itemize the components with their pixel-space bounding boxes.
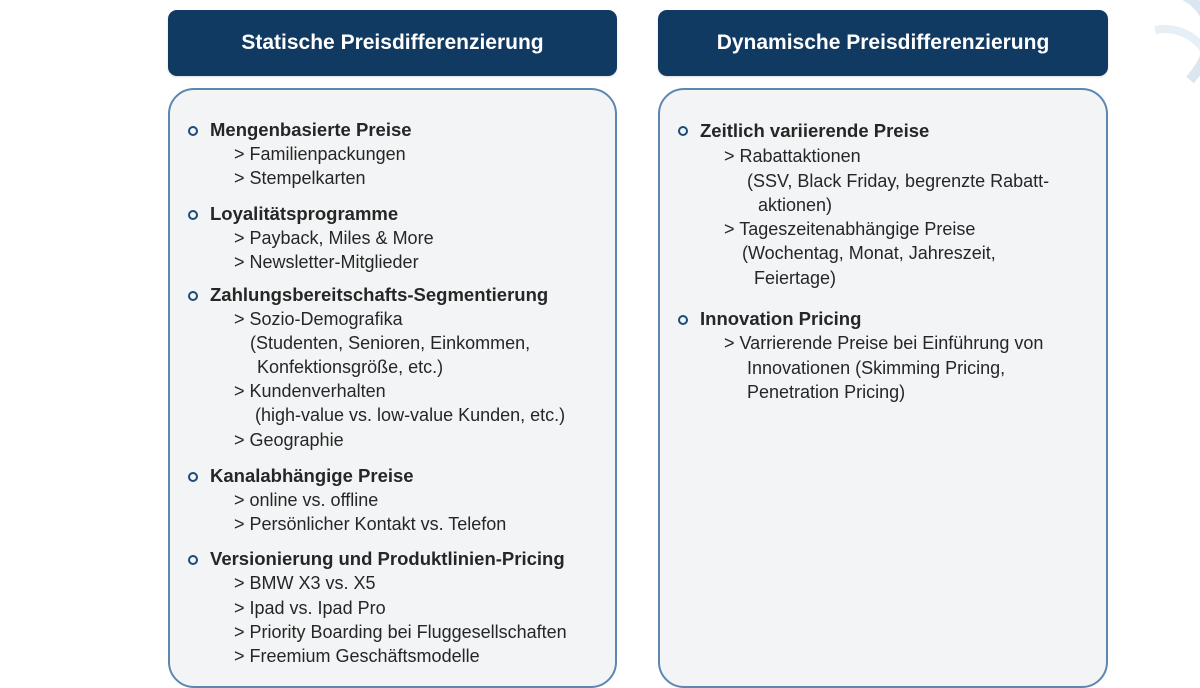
group-line: Konfektionsgröße, etc.) (257, 357, 444, 377)
group-line: aktionen) (758, 195, 833, 215)
group-line: (Wochentag, Monat, Jahreszeit, (742, 243, 996, 263)
group-line: > Sozio-Demografika (234, 309, 403, 329)
group-heading: Innovation Pricing (700, 308, 862, 329)
group-line: > Priority Boarding bei Fluggesellschaften (234, 622, 567, 642)
group-line: > Varrierende Preise bei Einführung von (724, 333, 1044, 353)
group-line: > Kundenverhalten (234, 381, 386, 401)
group-line: > Geographie (234, 430, 344, 450)
group-heading: Versionierung und Produktlinien-Pricing (210, 548, 565, 569)
group-line: > Newsletter-Mitglieder (234, 252, 419, 272)
group-line: Penetration Pricing) (747, 382, 906, 402)
group-heading: Zahlungsbereitschafts-Segmentierung (210, 284, 549, 305)
group-line: > Familienpackungen (234, 144, 406, 164)
group-line: (high-value vs. low-value Kunden, etc.) (255, 405, 566, 425)
group-line: > Rabattaktionen (724, 146, 861, 166)
group-line: (Studenten, Senioren, Einkommen, (250, 333, 531, 353)
group-line: > Ipad vs. Ipad Pro (234, 598, 386, 618)
bullet-icon (188, 291, 198, 301)
right-panel (658, 88, 1108, 688)
group-line: > online vs. offline (234, 490, 379, 510)
bullet-icon (188, 555, 198, 565)
group-line: > Persönlicher Kontakt vs. Telefon (234, 514, 507, 534)
group-line: > Payback, Miles & More (234, 228, 434, 248)
bullet-icon (678, 315, 688, 325)
group-line: > Freemium Geschäftsmodelle (234, 646, 480, 666)
group-line: Feiertage) (754, 268, 837, 288)
group-line: > Tageszeitenabhängige Preise (724, 219, 976, 239)
right-title: Dynamische Preisdifferenzierung (716, 31, 1050, 54)
bullet-icon (188, 126, 198, 136)
group-heading: Mengenbasierte Preise (210, 119, 412, 140)
left-panel (168, 88, 617, 688)
group-heading: Loyalitätsprogramme (210, 203, 399, 224)
group-line: > BMW X3 vs. X5 (234, 573, 376, 593)
bullet-icon (188, 472, 198, 482)
group-heading: Kanalabhängige Preise (210, 465, 414, 486)
left-title: Statische Preisdifferenzierung (241, 31, 544, 54)
right-header (658, 10, 1108, 76)
group-heading: Zeitlich variierende Preise (700, 120, 930, 141)
bullet-icon (188, 210, 198, 220)
decorative-swirl (1150, 0, 1200, 100)
group-line: Innovationen (Skimming Pricing, (747, 358, 1006, 378)
bullet-icon (678, 126, 688, 136)
left-header (168, 10, 617, 76)
group-line: > Stempelkarten (234, 168, 366, 188)
group-line: (SSV, Black Friday, begrenzte Rabatt- (747, 171, 1050, 191)
